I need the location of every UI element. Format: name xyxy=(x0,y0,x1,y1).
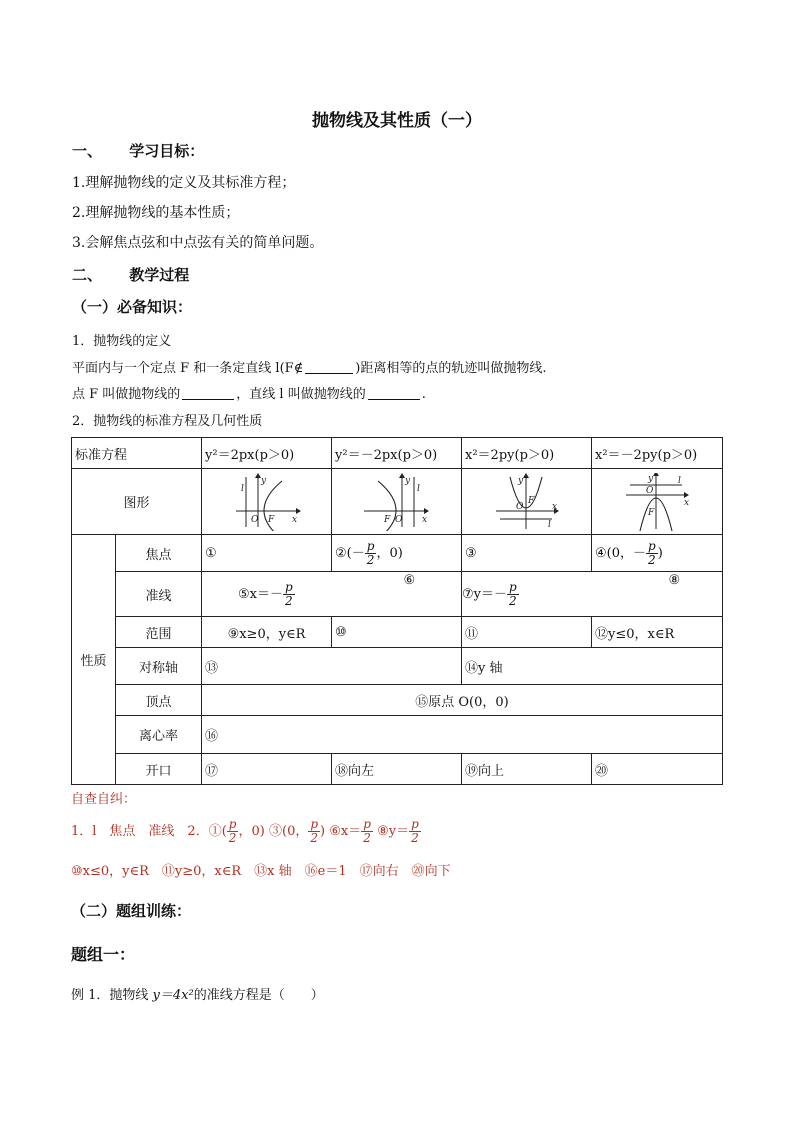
axis-label: 对称轴 xyxy=(116,648,202,685)
svg-text:O: O xyxy=(394,514,402,525)
definition-text-e: . xyxy=(421,387,426,402)
svg-text:l: l xyxy=(416,483,420,494)
opening-label: 开口 xyxy=(116,754,202,785)
focus-2-fraction: $\frac{p}{2}$ xyxy=(366,538,375,567)
directrix-3-fraction: $\frac{p}{2}$ xyxy=(509,579,517,608)
focus-3: ③ xyxy=(462,535,592,572)
definition-heading: 1．抛物线的定义 xyxy=(72,334,172,349)
focus-1: ① xyxy=(202,535,332,572)
subsection-2-title: （二）题组训练： xyxy=(71,902,192,920)
definition-text-b: )距离相等的点的轨迹叫做抛物线. xyxy=(355,361,547,376)
focus-2-tail: ，0 xyxy=(376,545,398,561)
axis-1: ⑬ xyxy=(202,648,462,685)
range-label: 范围 xyxy=(116,617,202,648)
focus-4-cell: ④(0，－ $\frac{p}{2}$ ) xyxy=(592,535,723,572)
table-row xyxy=(72,572,723,617)
svg-text:y: y xyxy=(404,475,410,486)
example-1-equation: y＝4x² xyxy=(152,988,194,1003)
section-1-heading xyxy=(72,140,204,161)
table-row xyxy=(72,617,723,648)
section-2-number: 二、 xyxy=(72,266,103,284)
eccentricity-label: 离心率 xyxy=(116,716,202,754)
example-1-suffix: 的准线方程是（ ） xyxy=(193,988,324,1003)
definition-text-c: 点 F 叫做抛物线的 xyxy=(72,387,181,402)
figure-label-cell: 图形 xyxy=(72,469,202,535)
svg-text:y: y xyxy=(260,475,266,486)
directrix-34-cell xyxy=(462,572,723,617)
svg-text:O: O xyxy=(646,485,654,496)
range-4: ⑫y≤0，x∈R xyxy=(592,617,723,648)
definition-line-2 xyxy=(72,383,426,402)
definition-text-a: 平面内与一个定点 F 和一条定直线 l(F∉ xyxy=(72,361,304,376)
focus-label: 焦点 xyxy=(116,535,202,572)
definition-line-1 xyxy=(72,357,547,376)
svg-text:x: x xyxy=(684,497,690,508)
vertex-label: 顶点 xyxy=(116,685,202,716)
focus-4-marker: ④ xyxy=(595,545,607,561)
page-title: 抛物线及其性质（一） xyxy=(312,111,482,131)
opening-1: ⑰ xyxy=(202,754,332,785)
svg-text:l: l xyxy=(240,483,244,494)
figure-cell-1 xyxy=(202,469,332,535)
equation-4: x²＝－2py(p＞0) xyxy=(592,438,723,469)
svg-text:x: x xyxy=(551,501,557,512)
graph-down-opening-icon xyxy=(622,473,692,531)
self-check-line-2: ⑩x≤0，y∈R ⑪y≥0，x∈R ⑬x 轴 ⑯e＝1 ⑰向右 ⑳向下 xyxy=(71,864,451,879)
table-row xyxy=(72,754,723,785)
answer-fraction-2: $\frac{p}{2}$ xyxy=(310,817,319,845)
figure-cell-3 xyxy=(462,469,592,535)
opening-2: ⑱向左 xyxy=(332,754,462,785)
directrix-1-text: ⑤x＝－ xyxy=(238,586,284,602)
example-1 xyxy=(71,984,324,1003)
opening-4: ⑳ xyxy=(592,754,723,785)
blank-1 xyxy=(305,359,353,374)
svg-text:l: l xyxy=(678,475,681,486)
header-label-cell: 标准方程 xyxy=(72,438,202,469)
self-check-line-1: 1．l 焦点 准线 2．①( $\frac{p}{2}$ ，0) ③(0， $\frac{p}{2}$ ) ⑥x＝ $\frac{p}{2}$ ⑧y＝ $\frac{p}{2}$ xyxy=(71,817,419,845)
focus-2-marker: ② xyxy=(335,545,347,561)
focus-4-fraction: $\frac{p}{2}$ xyxy=(648,538,656,567)
goal-3: 3.会解焦点弦和中点弦有关的简单问题。 xyxy=(72,235,324,251)
svg-text:F: F xyxy=(527,495,534,506)
equation-2: y²＝－2px(p＞0) xyxy=(332,438,462,469)
properties-label-cell: 性质 xyxy=(72,535,116,785)
graph-up-opening-icon xyxy=(492,473,562,531)
directrix-1-fraction: $\frac{p}{2}$ xyxy=(285,579,293,608)
svg-text:F: F xyxy=(648,507,655,518)
svg-text:y: y xyxy=(517,475,523,486)
group-1-title: 题组一： xyxy=(71,945,136,964)
focus-2-cell: ②(－ $\frac{p}{2}$ ，0) xyxy=(332,535,462,572)
graph-right-opening-icon xyxy=(232,473,302,531)
section-2-title: 教学过程 xyxy=(129,266,190,284)
answer-fraction-3: $\frac{p}{2}$ xyxy=(363,817,371,845)
directrix-label: 准线 xyxy=(116,572,202,617)
answer-fraction-4: $\frac{p}{2}$ xyxy=(411,817,419,845)
table-row xyxy=(72,469,723,535)
blank-2 xyxy=(182,385,234,400)
opening-3: ⑲向上 xyxy=(462,754,592,785)
svg-text:F: F xyxy=(383,514,390,525)
goal-1: 1.理解抛物线的定义及其标准方程； xyxy=(72,175,296,191)
answer-text-d: ⑧y＝ xyxy=(377,824,410,839)
svg-text:F: F xyxy=(267,514,274,525)
equation-3: x²＝2py(p＞0) xyxy=(462,438,592,469)
directrix-4: ⑧ xyxy=(668,572,681,588)
range-1: ⑨x≥0，y∈R xyxy=(202,617,332,648)
goal-2: 2.理解抛物线的基本性质； xyxy=(72,205,240,221)
table-row xyxy=(72,648,723,685)
svg-text:x: x xyxy=(291,514,297,525)
table-row xyxy=(72,685,723,716)
svg-text:y: y xyxy=(648,473,654,484)
self-check-heading: 自查自纠： xyxy=(71,792,137,807)
section-1-title: 学习目标： xyxy=(129,142,205,160)
table-row xyxy=(72,535,723,572)
figure-cell-2 xyxy=(332,469,462,535)
answer-fraction-2-head: 0， xyxy=(287,824,309,839)
svg-text:x: x xyxy=(421,514,427,525)
focus-4-head: 0，－ xyxy=(611,545,647,561)
svg-text:O: O xyxy=(250,514,258,525)
directrix-3-text: ⑦y＝－ xyxy=(462,586,508,602)
answer-fraction-1: $\frac{p}{2}$ xyxy=(228,817,237,845)
blank-3 xyxy=(368,385,420,400)
axis-2: ⑭y 轴 xyxy=(462,648,723,685)
subsection-1-title: （一）必备知识： xyxy=(72,298,193,316)
answer-text-a: 1．l 焦点 准线 2．① xyxy=(71,824,222,839)
graph-left-opening-icon xyxy=(362,473,432,531)
directrix-2: ⑥ xyxy=(403,572,416,588)
range-2: ⑩ xyxy=(332,617,462,648)
table-row xyxy=(72,716,723,754)
answer-text-b: ③ xyxy=(268,824,282,839)
answer-fraction-1-tail: ，0 xyxy=(238,824,260,839)
example-1-prefix: 例 1．抛物线 xyxy=(71,988,149,1003)
svg-text:O: O xyxy=(515,501,523,512)
vertex-value: ⑮原点 O(0，0) xyxy=(202,685,723,716)
standard-equation-heading: 2．抛物线的标准方程及几何性质 xyxy=(72,414,263,429)
equation-1: y²＝2px(p＞0) xyxy=(202,438,332,469)
answer-text-c: ⑥x＝ xyxy=(329,824,362,839)
figure-cell-4 xyxy=(592,469,723,535)
section-1-number: 一、 xyxy=(72,142,103,160)
eccentricity-value: ⑯ xyxy=(202,716,723,754)
table-row xyxy=(72,438,723,469)
range-3: ⑪ xyxy=(462,617,592,648)
definition-text-d: ，直线 l 叫做抛物线的 xyxy=(236,387,366,402)
directrix-1-cell xyxy=(202,572,462,617)
section-2-heading xyxy=(72,264,189,285)
svg-text:l: l xyxy=(547,519,551,530)
parabola-properties-table xyxy=(71,437,723,785)
